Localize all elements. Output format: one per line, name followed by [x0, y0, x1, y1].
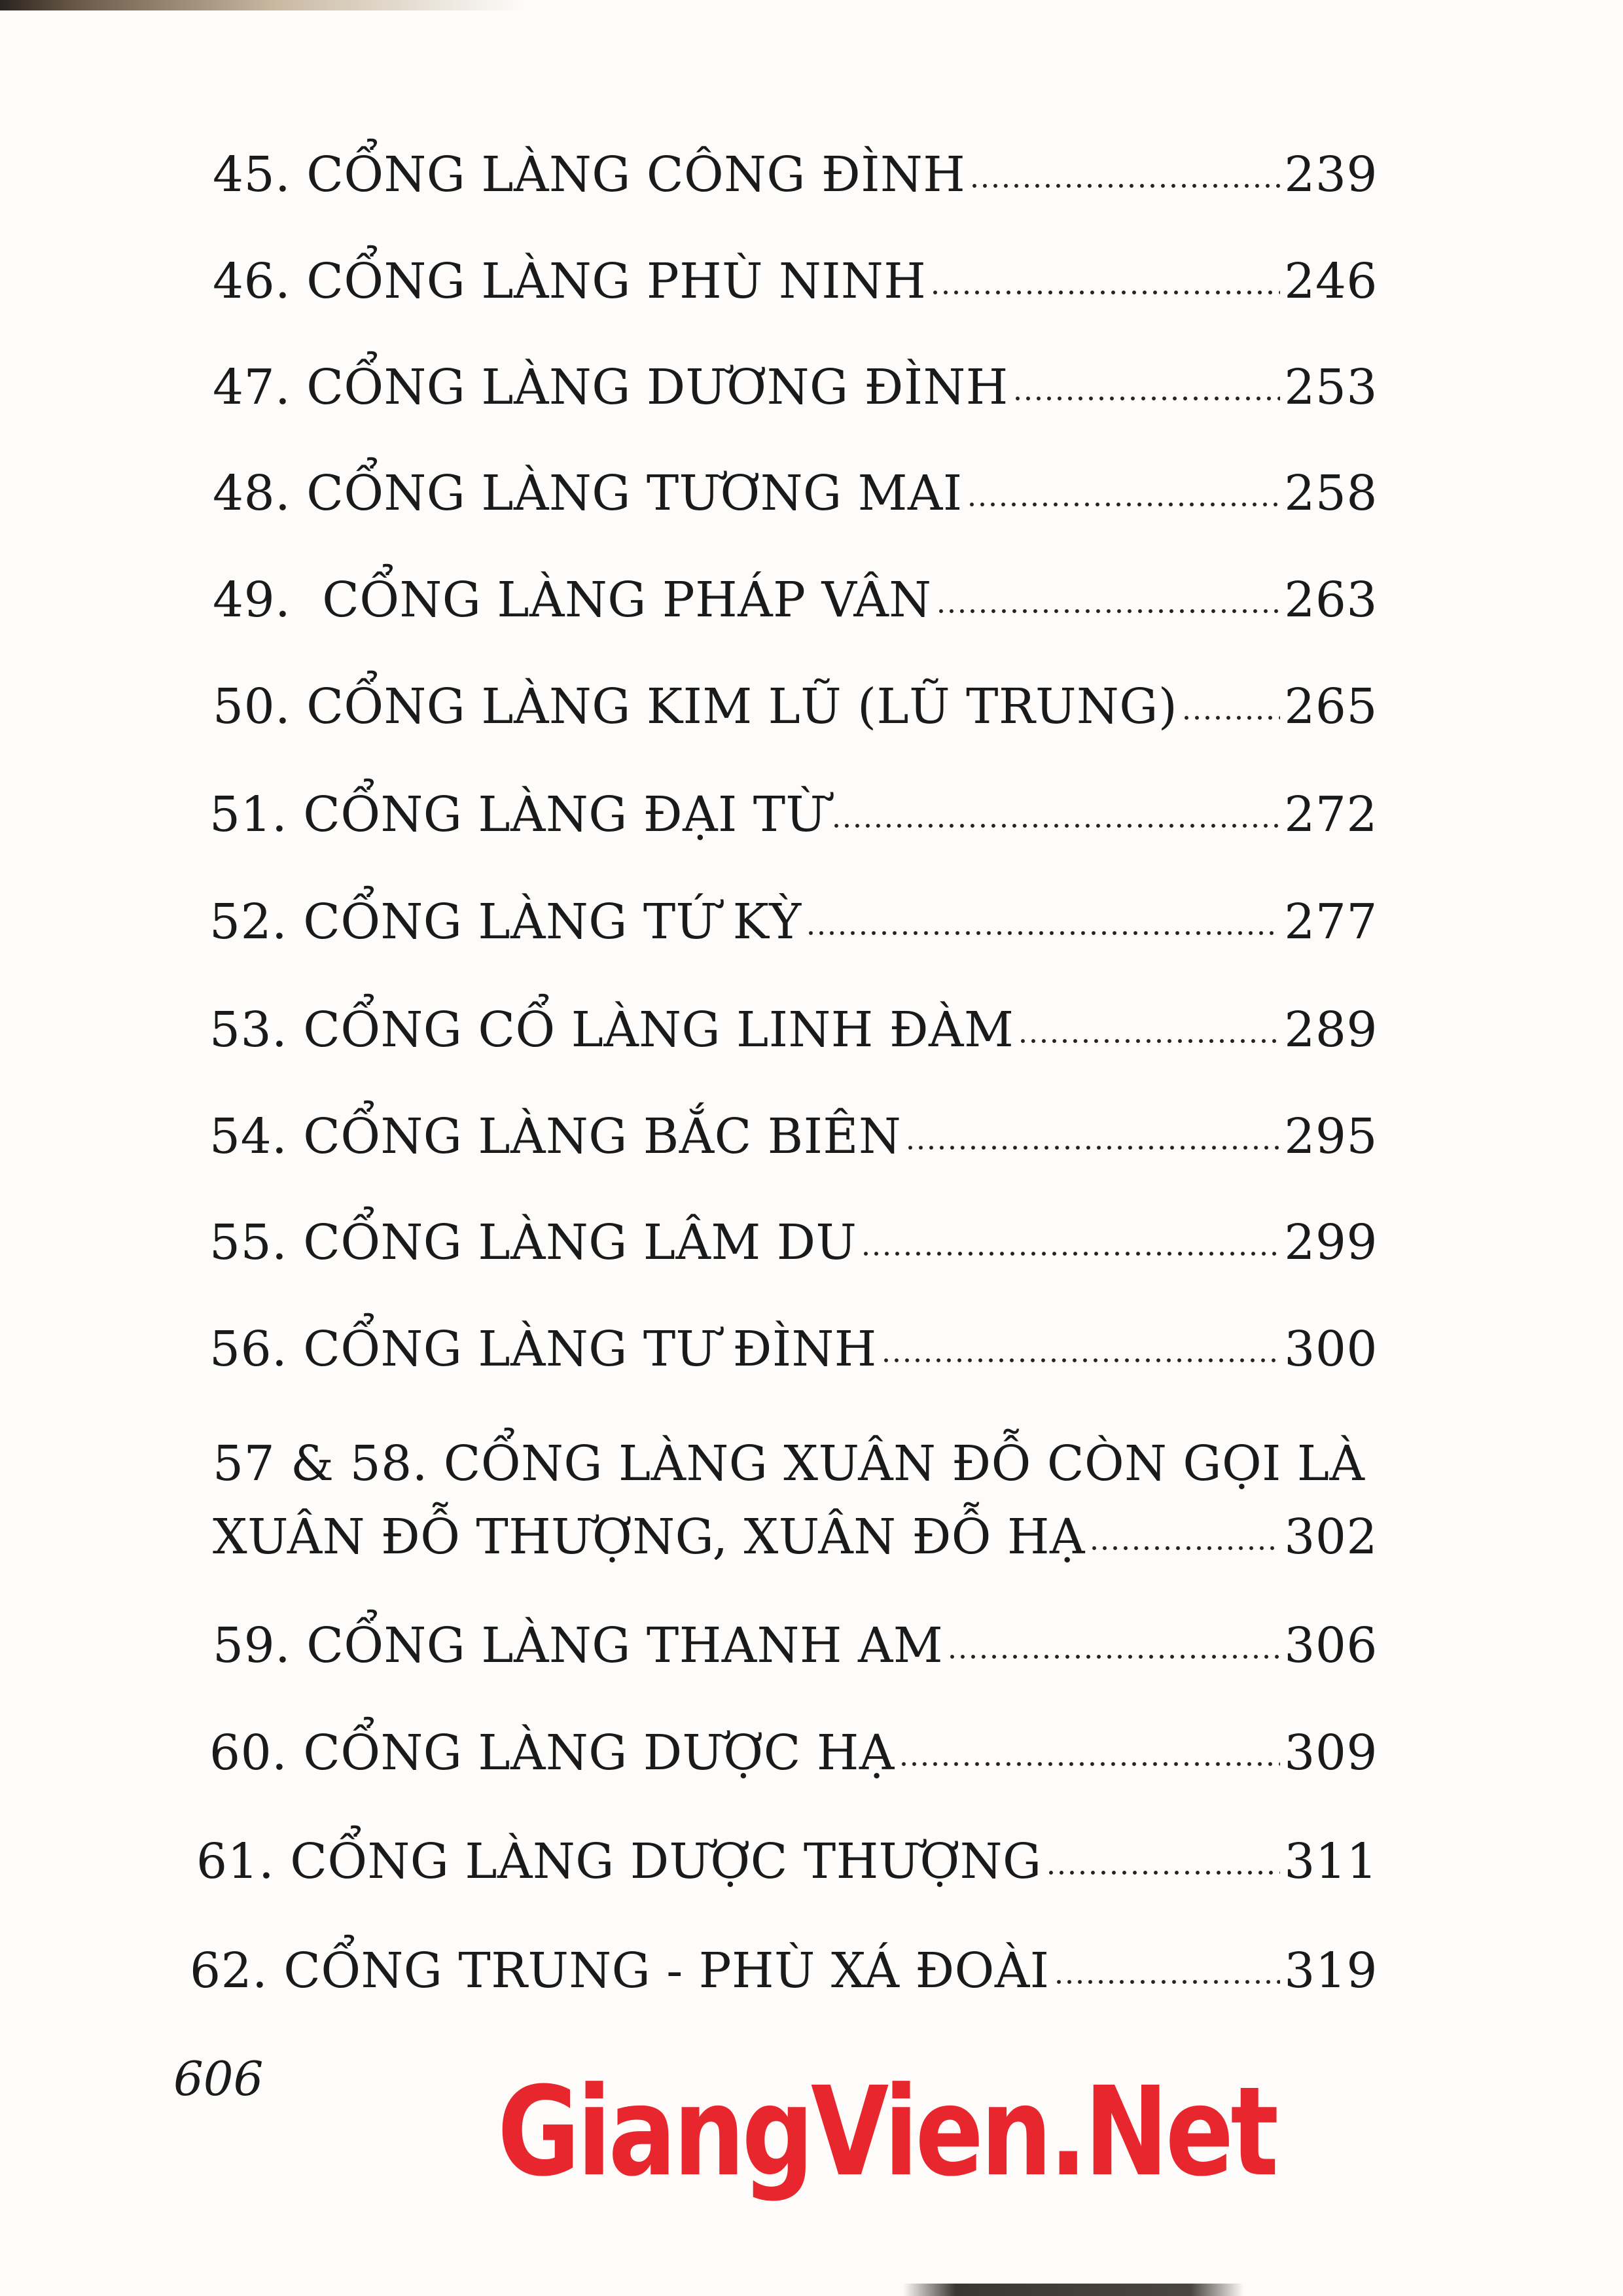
- toc-entry-page: 258: [1284, 465, 1378, 521]
- dot-leader: [861, 1250, 1280, 1258]
- toc-entry-page: 253: [1284, 359, 1378, 415]
- toc-entry-page: 319: [1284, 1943, 1378, 1999]
- toc-entry: [213, 253, 1378, 309]
- toc-entry-page: 265: [1284, 679, 1378, 735]
- toc-entry-page: 311: [1284, 1833, 1378, 1890]
- toc-entry-title: 56. CỔNG LÀNG TƯ ĐÌNH: [209, 1321, 877, 1377]
- dot-leader: [936, 607, 1281, 615]
- toc-entry-title: 60. CỔNG LÀNG DƯỢC HẠ: [209, 1725, 895, 1781]
- toc-entry-page: 309: [1284, 1725, 1378, 1781]
- toc-entry-title: 59. CỔNG LÀNG THANH AM: [213, 1617, 944, 1674]
- toc-entry-page: 306: [1284, 1617, 1378, 1674]
- toc-entry-title: XUÂN ĐỖ THƯỢNG, XUÂN ĐỖ HẠ: [213, 1509, 1085, 1565]
- dot-leader: [1089, 1544, 1280, 1552]
- toc-entry: [213, 465, 1378, 521]
- toc-entry-heading-line: [213, 1436, 1378, 1492]
- toc-entry: [209, 1108, 1378, 1165]
- dot-leader: [1018, 1037, 1280, 1045]
- toc-entry-title: 54. CỔNG LÀNG BẮC BIÊN: [209, 1108, 902, 1165]
- dot-leader: [969, 182, 1280, 190]
- dot-leader: [881, 1356, 1280, 1364]
- dot-leader: [1012, 395, 1280, 402]
- scan-edge-shadow-bottom: [903, 2284, 1243, 2296]
- toc-entry: [209, 1725, 1378, 1781]
- toc-entry: [209, 1321, 1378, 1377]
- toc-entry-page: 272: [1284, 786, 1378, 843]
- watermark-logo: GiangVien.Net: [497, 2060, 1276, 2204]
- toc-entry-page: 302: [1284, 1509, 1378, 1565]
- toc-entry-page: 246: [1284, 253, 1378, 309]
- toc-entry-page: 299: [1284, 1214, 1378, 1271]
- toc-entry: [209, 1002, 1378, 1058]
- dot-leader: [806, 929, 1281, 937]
- toc-entry-title: 61. CỔNG LÀNG DƯỢC THƯỢNG: [196, 1833, 1042, 1890]
- toc-entry: [196, 1833, 1378, 1890]
- toc-entry-page: 239: [1284, 147, 1378, 203]
- toc-entry-page: 300: [1284, 1321, 1378, 1377]
- toc-entry: [213, 1509, 1378, 1565]
- toc-entry: [213, 679, 1378, 735]
- toc-entry-title: 45. CỔNG LÀNG CÔNG ĐÌNH: [213, 147, 966, 203]
- dot-leader: [947, 1653, 1280, 1661]
- toc-entry: [209, 1214, 1378, 1271]
- dot-leader: [899, 1760, 1280, 1768]
- toc-entry: [209, 786, 1378, 843]
- toc-entry-title: 62. CỔNG TRUNG - PHÙ XÁ ĐOÀI: [190, 1943, 1050, 1999]
- dot-leader: [967, 501, 1281, 508]
- dot-leader: [905, 1144, 1280, 1152]
- dot-leader: [831, 822, 1281, 830]
- toc-entry-page: 295: [1284, 1108, 1378, 1165]
- toc-entry: [213, 1617, 1378, 1674]
- toc-entry-title: 48. CỔNG LÀNG TƯƠNG MAI: [213, 465, 963, 521]
- toc-entry-title: 49. CỔNG LÀNG PHÁP VÂN: [213, 572, 932, 628]
- toc-entry: [209, 894, 1378, 950]
- toc-entry-title: 47. CỔNG LÀNG DƯƠNG ĐÌNH: [213, 359, 1008, 415]
- dot-leader: [1181, 714, 1280, 722]
- dot-leader: [1054, 1978, 1281, 1986]
- toc-entry-title: 51. CỔNG LÀNG ĐẠI TỪ: [209, 786, 827, 843]
- toc-entry-title: 46. CỔNG LÀNG PHÙ NINH: [213, 253, 927, 309]
- toc-entry-page: 289: [1284, 1002, 1378, 1058]
- dot-leader: [930, 289, 1280, 296]
- toc-entry-title: 55. CỔNG LÀNG LÂM DU: [209, 1214, 857, 1271]
- toc-entry-title: 52. CỔNG LÀNG TỨ KỲ: [209, 894, 802, 950]
- page-number: 606: [173, 2051, 264, 2106]
- toc-entry-page: 277: [1284, 894, 1378, 950]
- dot-leader: [1046, 1869, 1281, 1877]
- toc-entry: [213, 359, 1378, 415]
- toc-entry: [190, 1943, 1378, 1999]
- toc-entry-title: 53. CỔNG CỔ LÀNG LINH ĐÀM: [209, 1002, 1014, 1058]
- toc-entry: [213, 572, 1378, 628]
- toc-entry-title: 50. CỔNG LÀNG KIM LŨ (LŨ TRUNG): [213, 679, 1178, 735]
- toc-entry-title-line1: 57 & 58. CỔNG LÀNG XUÂN ĐỖ CÒN GỌI LÀ: [213, 1436, 1365, 1492]
- toc-entry: [213, 147, 1378, 203]
- toc-entry-page: 263: [1284, 572, 1378, 628]
